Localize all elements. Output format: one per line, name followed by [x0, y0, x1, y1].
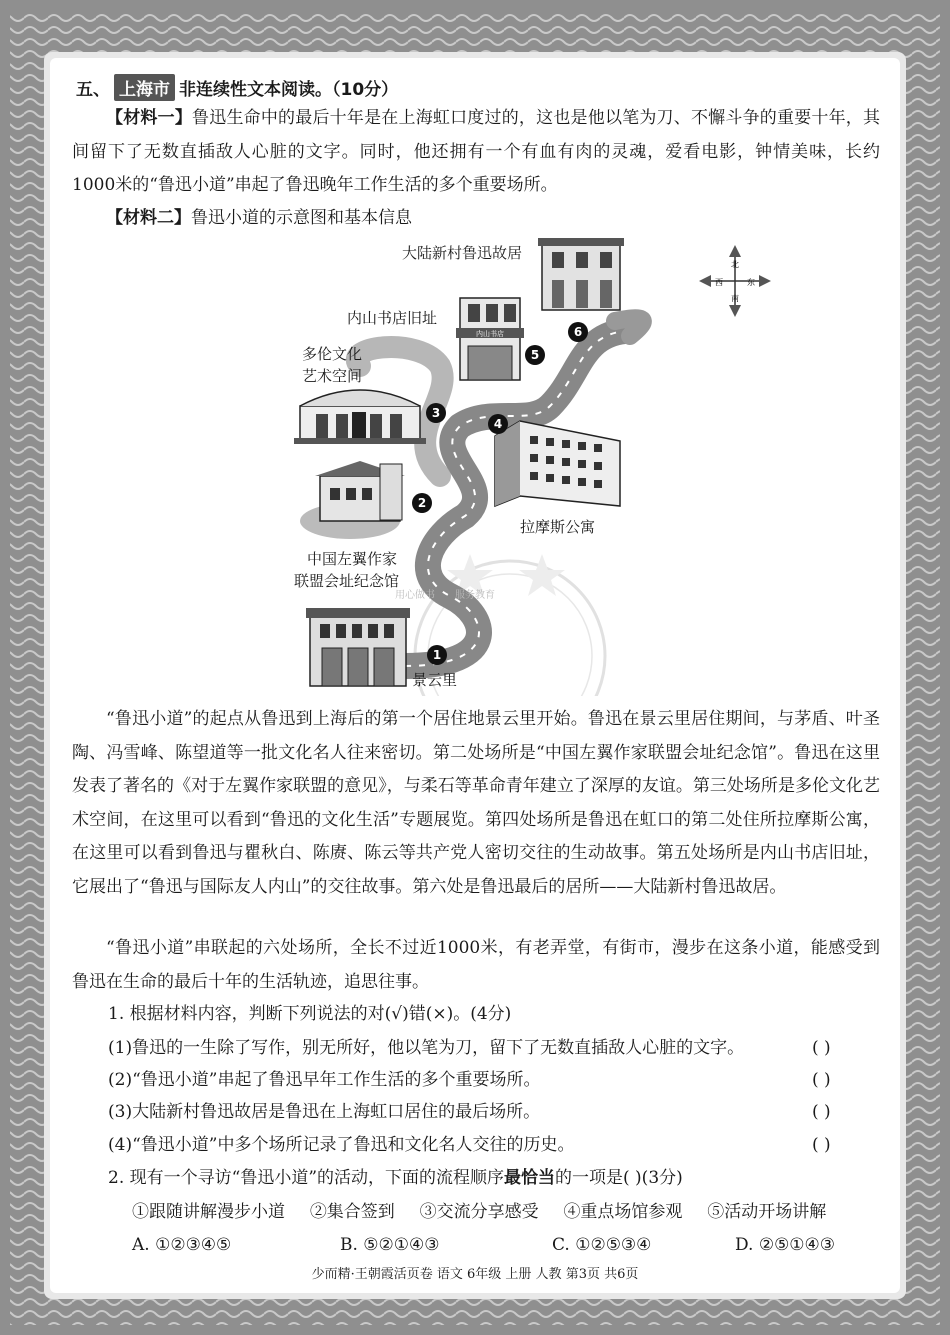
route-map: [280, 236, 800, 696]
material-one-paragraph: [72, 102, 880, 203]
question-1-item-2: (2)“鲁迅小道”串起了鲁迅早年工作生活的多个重要场所。: [108, 1070, 541, 1090]
watermark-text-1: 用心做书: [395, 590, 435, 601]
place-label-3-line2: 艺术空间: [302, 367, 363, 385]
question-1-item-4: (4)“鲁迅小道”中多个场所记录了鲁迅和文化名人交往的历史。: [108, 1135, 575, 1155]
step-5: ⑤活动开场讲解: [707, 1202, 827, 1222]
step-3: ③交流分享感受: [419, 1202, 539, 1222]
place-label-5: 内山书店旧址: [347, 309, 438, 327]
answer-blank-2[interactable]: ( ): [812, 1070, 831, 1090]
marker-2: 2: [412, 493, 432, 513]
question-1-item-1: (1)鲁迅的一生除了写作，别无所好，他以笔为刀，留下了无数直插敌人心脏的文字。: [108, 1038, 745, 1058]
question-2-prompt: [108, 1161, 683, 1195]
section-heading: 非连续性文本阅读。（10分）: [179, 80, 399, 100]
body-paragraph-2: “鲁迅小道”串联起的六处场所，全长不过近1000米，有老弄堂，有街市，漫步在这条小道，能感受到鲁迅在生命的最后十年的生活轨迹，追思往事。: [72, 938, 880, 992]
material-two-text: 鲁迅小道的示意图和基本信息: [191, 208, 412, 228]
marker-5: 5: [525, 345, 545, 365]
marker-4: 4: [488, 414, 508, 434]
league-memorial-building: [300, 461, 405, 539]
option-a[interactable]: A. ①②③④⑤: [132, 1235, 232, 1255]
compass-south: 南: [731, 294, 739, 303]
place-label-2-line2: 联盟会址纪念馆: [294, 572, 400, 590]
marker-6: 6: [568, 322, 588, 342]
material-two-label: 【材料二】: [106, 208, 191, 228]
section-number: 五、: [76, 80, 110, 100]
region-tag: 上海市: [114, 74, 175, 101]
compass-west: 西: [715, 278, 723, 287]
page-footer: 少而精·王朝霞活页卷 语文 6年级 上册 人教 第3页 共6页: [311, 1267, 639, 1282]
material-one-label: 【材料一】: [106, 108, 193, 128]
option-b[interactable]: B. ⑤②①④③: [340, 1235, 440, 1255]
material-one-text: 鲁迅生命中的最后十年是在上海虹口度过的，这也是他以笔为刀、不懈斗争的重要十年，其间留下了无数直插敌人心脏的文字。同时，他还拥有一个有血有肉的灵魂，爱看电影，钟情美味，长约1000米的“鲁迅小道”串起了鲁迅晚年工作生活的多个重要场所。: [72, 108, 881, 195]
step-1: ①跟随讲解漫步小道: [132, 1202, 285, 1222]
place-label-3-line1: 多伦文化: [302, 345, 363, 363]
place-label-1: 景云里: [412, 671, 458, 689]
answer-blank-3[interactable]: ( ): [812, 1102, 831, 1122]
uchiyama-bookstore-building: [456, 298, 524, 380]
step-4: ④重点场馆参观: [563, 1202, 683, 1222]
question-2-steps: [132, 1195, 826, 1229]
question-2-prompt-after: 的一项是( )(3分): [555, 1168, 683, 1188]
step-2: ②集合签到: [309, 1202, 395, 1222]
question-2-prompt-bold: 最恰当: [504, 1168, 556, 1188]
bookstore-sign: 内山书店: [476, 330, 504, 338]
question-1-item-3: (3)大陆新村鲁迅故居是鲁迅在上海虹口居住的最后场所。: [108, 1102, 541, 1122]
compass-icon: [699, 245, 771, 317]
body-paragraph-1: “鲁迅小道”的起点从鲁迅到上海后的第一个居住地景云里开始。鲁迅在景云里居住期间，与茅盾、叶圣陶、冯雪峰、陈望道等一批文化名人往来密切。第二处场所是“中国左翼作家联盟会址纪念馆”。鲁迅在这里发表了著名的《对于左翼作家联盟的意见》，与柔石等革命青年建立了深厚的友谊。第三处场所是多伦文化艺术空间，在这里可以看到“鲁迅的文化生活”专题展览。第四处场所是鲁迅在虹口的第二处住所拉摩斯公寓，在这里可以看到鲁迅与瞿秋白、陈赓、陈云等共产党人密切交往的生动故事。第五处场所是内山书店旧址，它展出了“鲁迅与国际友人内山”的交往故事。第六处是鲁迅最后的居所——大陆新村鲁迅故居。: [72, 709, 880, 897]
option-d[interactable]: D. ②⑤①④③: [735, 1235, 836, 1255]
jingyunli-building: [306, 608, 410, 686]
material-two-heading: [72, 202, 880, 236]
compass-east: 东: [747, 278, 755, 287]
lamos-apartment-building: [495, 421, 620, 506]
duolun-art-building: [294, 390, 426, 444]
place-label-4: 拉摩斯公寓: [520, 518, 596, 536]
answer-blank-1[interactable]: ( ): [812, 1038, 831, 1058]
question-1-prompt: 1. 根据材料内容，判断下列说法的对(√)错(×)。(4分): [108, 1004, 512, 1024]
place-label-6: 大陆新村鲁迅故居: [402, 244, 523, 262]
place-label-2-line1: 中国左翼作家: [307, 550, 398, 568]
watermark-text-2: 服务教育: [455, 590, 495, 601]
compass-north: 北: [731, 260, 739, 269]
option-c[interactable]: C. ①②⑤③④: [552, 1235, 652, 1255]
question-2-prompt-before: 2. 现有一个寻访“鲁迅小道”的活动，下面的流程顺序: [108, 1168, 505, 1188]
marker-1: 1: [427, 645, 447, 665]
dalu-xincun-building: [538, 238, 624, 310]
answer-blank-4[interactable]: ( ): [812, 1135, 831, 1155]
section-title: [76, 74, 398, 101]
marker-3: 3: [426, 403, 446, 423]
